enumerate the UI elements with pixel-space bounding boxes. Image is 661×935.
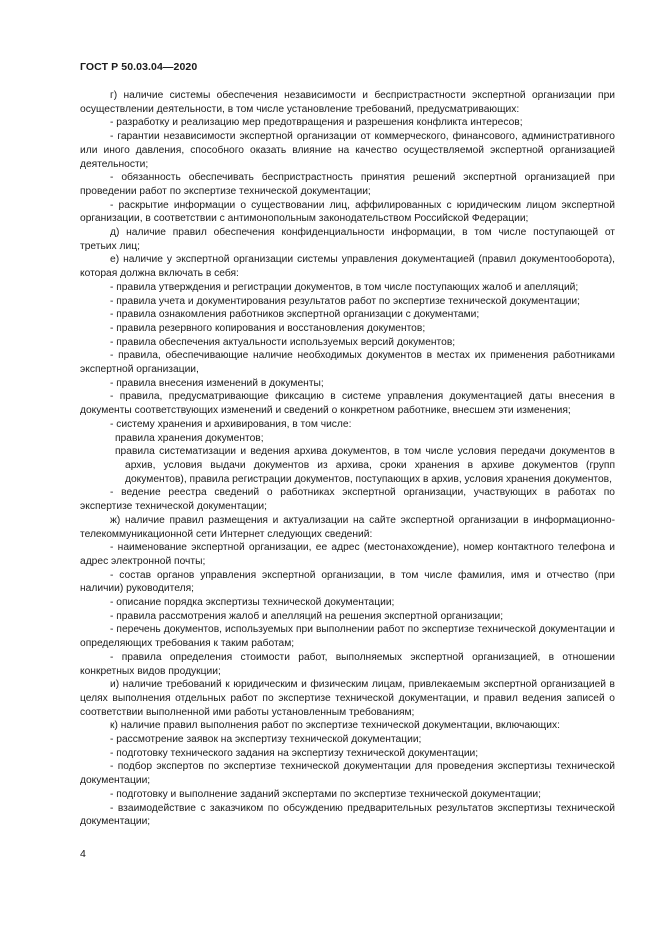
- paragraph: - перечень документов, используемых при выполнении работ по экспертизе технической документации и определяющих требования к таким работам;: [80, 624, 615, 650]
- page-number: 4: [80, 848, 86, 860]
- paragraph: - ведение реестра сведений о работниках экспертной организации, участвующих в работах по экспертизе технической документации;: [80, 487, 615, 513]
- paragraph: - правила определения стоимости работ, выполняемых экспертной организацией, в отношении конкретных видов продукции;: [80, 651, 615, 677]
- paragraph: - раскрытие информации о существовании лиц, аффилированных с юридическим лицом экспертной организации, в соответствии с антимонопольным законодательством Российской Федерации;: [80, 199, 615, 225]
- paragraph: - подготовку технического задания на экспертизу технической документации;: [110, 747, 479, 759]
- sub-list-item: правила систематизации и ведения архива документов, в том числе условия передачи документов в архив, условия выдачи документов из архива, сроки хранения в архиве документов (групп документов), правила регистрации документов, поступающих в архив, условия хранения документов,: [115, 446, 615, 485]
- paragraph: - обязанность обеспечивать беспристрастность принятия решений экспертной организацией при проведении работ по экспертизе технической документации;: [80, 172, 615, 197]
- paragraph: - гарантии независимости экспертной организации от коммерческого, финансового, административного или иного давления, способного оказать влияние на качество осуществляемой экспертной организацией деятельности;: [80, 131, 615, 170]
- paragraph: - правила ознакомления работников экспертной организации с документами;: [110, 309, 480, 321]
- sub-list-item: правила хранения документов;: [115, 432, 264, 444]
- paragraph: - правила учета и документирования результатов работ по экспертизе технической документации;: [110, 295, 580, 307]
- paragraph: - описание порядка экспертизы технической документации;: [110, 597, 395, 609]
- paragraph: - состав органов управления экспертной организации, в том числе фамилия, имя и отчество (при наличии) руководителя;: [80, 569, 615, 595]
- paragraph: к) наличие правил выполнения работ по экспертизе технической документации, включающих:: [110, 720, 560, 732]
- paragraph: и) наличие требований к юридическим и физическим лицам, привлекаемым экспертной организацией в целях выполнения отдельных работ по экспертизе технической документации, и правил ведения записей о соответствии выполненной ими работы установленным требованиям;: [80, 679, 615, 718]
- paragraph: - правила внесения изменений в документы;: [110, 377, 324, 389]
- paragraph: - правила утверждения и регистрации документов, в том числе поступающих жалоб и апелляций;: [110, 281, 579, 293]
- paragraph: - правила, предусматривающие фиксацию в системе управления документацией даты внесения в документы соответствующих изменений и сведений о конкретном работнике, внесшем эти изменения;: [80, 391, 615, 417]
- paragraph: - разработку и реализацию мер предотвращения и разрешения конфликта интересов;: [110, 117, 523, 129]
- paragraph: д) наличие правил обеспечения конфиденциальности информации, в том числе поступающей от третьих лиц;: [80, 227, 615, 252]
- paragraph: - подготовку и выполнение заданий экспертами по экспертизе технической документации;: [110, 788, 541, 800]
- paragraph: - правила рассмотрения жалоб и апелляций на решения экспертной организации;: [110, 610, 504, 622]
- paragraph: - взаимодействие с заказчиком по обсуждению предварительных результатов экспертизы технической документации;: [80, 802, 615, 828]
- paragraph: - правила обеспечения актуальности используемых версий документов;: [110, 336, 456, 348]
- paragraph: - правила резервного копирования и восстановления документов;: [110, 322, 426, 334]
- document-body: [80, 89, 615, 829]
- paragraph: ж) наличие правил размещения и актуализации на сайте экспертной организации в информационно-телекоммуникационной сети Интернет следующих сведений:: [80, 514, 615, 540]
- paragraph: г) наличие системы обеспечения независимости и беспристрастности экспертной организации при осуществлении деятельности, в том числе установление требований, предусматривающих:: [80, 90, 615, 115]
- paragraph: - подбор экспертов по экспертизе технической документации для проведения экспертизы технической документации;: [80, 761, 615, 787]
- paragraph: - рассмотрение заявок на экспертизу технической документации;: [110, 734, 422, 746]
- paragraph: е) наличие у экспертной организации системы управления документацией (правил документооборота), которая должна включать в себя:: [80, 254, 615, 280]
- document-header: ГОСТ Р 50.03.04—2020: [80, 61, 198, 73]
- paragraph: - правила, обеспечивающие наличие необходимых документов в местах их применения работниками экспертной организации,: [80, 350, 615, 376]
- paragraph: - наименование экспертной организации, ее адрес (местонахождение), номер контактного телефона и адрес электронной почты;: [80, 542, 615, 567]
- paragraph: - систему хранения и архивирования, в том числе:: [110, 418, 352, 430]
